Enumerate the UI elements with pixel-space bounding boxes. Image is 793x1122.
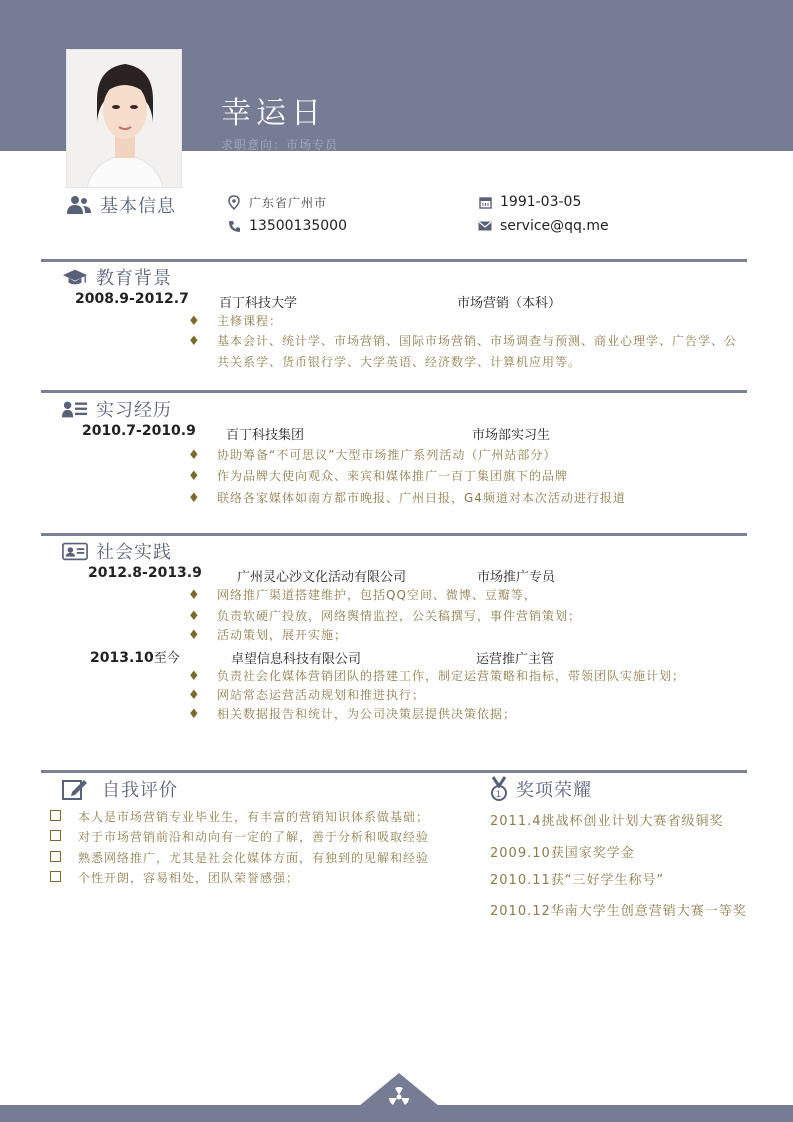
- checkbox-icon: [50, 851, 61, 862]
- diamond-bullet-icon: ♦: [188, 628, 201, 643]
- education-date: 2008.9-2012.7: [75, 291, 189, 307]
- footer-band: [0, 1105, 793, 1122]
- basic-info-label: 基本信息: [100, 196, 176, 217]
- location-pin-icon: [225, 195, 243, 210]
- svg-text:1: 1: [495, 790, 503, 800]
- email-info: [476, 218, 609, 234]
- practice-job1-date: 2013.10: [90, 650, 154, 666]
- diamond-bullet-icon: ♦: [188, 448, 201, 463]
- practice-job1-company: 卓望信息科技有限公司: [231, 652, 362, 667]
- medal-icon: [486, 778, 512, 800]
- practice-job1-role: 运营推广主管: [476, 652, 555, 667]
- checkbox-icon: [50, 810, 61, 821]
- self-eval-item-3: 个性开朗，容易相处，团队荣誉感强；: [50, 869, 460, 886]
- self-eval-item-2: 熟悉网络推广，尤其是社会化媒体方面，有独到的见解和经验: [50, 849, 460, 866]
- divider-practice: [41, 533, 747, 536]
- candidate-name: 幸运日: [221, 96, 326, 131]
- self-eval-item-0: 本人是市场营销专业毕业生，有丰富的营销知识体系做基础；: [50, 808, 460, 825]
- award-item-0: 2011.4挑战杯创业计划大赛省级铜奖: [490, 814, 724, 829]
- checkbox-icon: [50, 830, 61, 841]
- diamond-bullet-icon: ♦: [188, 669, 201, 684]
- calendar-icon: [476, 196, 494, 209]
- id-card-icon: [62, 540, 88, 562]
- practice-job1-date-wrap: [90, 647, 180, 666]
- education-label: 教育背景: [96, 268, 172, 289]
- practice-job0-bullet-1: ♦ 负责软硬广投放，网络舆情监控，公关稿撰写，事件营销策划；: [188, 606, 738, 627]
- id-list-icon: [62, 398, 88, 420]
- practice-job0-bullet-2: ♦ 活动策划，展开实施；: [188, 625, 738, 646]
- internship-label: 实习经历: [96, 400, 172, 421]
- education-bullet-1: ♦ 基本会计、统计学、市场营销、国际市场营销、市场调查与预测、商业心理学、广告学、公共关系学、货币银行学、大学英语、经济数学、计算机应用等。: [188, 331, 738, 373]
- diamond-bullet-icon: ♦: [188, 588, 201, 603]
- practice-title: [62, 538, 172, 564]
- phone-icon: [225, 220, 243, 233]
- practice-job0-company: 广州灵心沙文化活动有限公司: [237, 570, 407, 585]
- internship-bullet-2: ♦ 联络各家媒体如南方都市晚报、广州日报，G4频道对本次活动进行报道: [188, 488, 738, 509]
- practice-job1-bullet-1: ♦ 网站常态运营活动规划和推进执行；: [188, 685, 738, 706]
- practice-job1-bullet-2: ♦ 相关数据报告和统计，为公司决策层提供决策依据；: [188, 704, 738, 725]
- birth-info: [476, 194, 581, 210]
- email-value: service@qq.me: [500, 218, 609, 234]
- divider-bottom: [41, 770, 747, 773]
- basic-info-title: [66, 192, 176, 218]
- internship-bullet-0: ♦ 协助筹备“不可思议”大型市场推广系列活动（广州站部分）: [188, 445, 738, 466]
- diamond-bullet-icon: ♦: [188, 334, 201, 349]
- practice-job1-date-suffix: 至今: [153, 651, 180, 666]
- education-school: 百丁科技大学: [219, 296, 298, 311]
- practice-job0-bullet-0: ♦ 网络推广渠道搭建维护，包括QQ空间、微博、豆瓣等，: [188, 585, 738, 606]
- award-item-2: 2010.11获“三好学生称号”: [490, 873, 665, 888]
- avatar-portrait: [67, 50, 182, 188]
- self-eval-label: 自我评价: [102, 780, 178, 801]
- practice-job0-date: 2012.8-2013.9: [88, 565, 202, 581]
- award-item-1: 2009.10获国家奖学金: [490, 846, 635, 861]
- internship-company: 百丁科技集团: [226, 428, 305, 443]
- education-major: 市场营销（本科）: [457, 296, 562, 311]
- phone-value: 13500135000: [249, 218, 347, 234]
- edit-icon: [62, 778, 88, 800]
- internship-bullet-1: ♦ 作为品牌大使向观众、来宾和媒体推广一百丁集团旗下的品牌: [188, 466, 738, 487]
- education-bullet-0: ♦ 主修课程：: [188, 311, 738, 332]
- checkbox-icon: [50, 871, 61, 882]
- award-item-3: 2010.12华南大学生创意营销大赛一等奖: [490, 904, 747, 919]
- diamond-bullet-icon: ♦: [188, 707, 201, 722]
- practice-label: 社会实践: [96, 542, 172, 563]
- divider-education: [41, 259, 747, 262]
- internship-role: 市场部实习生: [472, 428, 551, 443]
- diamond-bullet-icon: ♦: [188, 609, 201, 624]
- diamond-bullet-icon: ♦: [188, 469, 201, 484]
- location-value: 广东省广州市: [249, 196, 328, 210]
- internship-date: 2010.7-2010.9: [82, 423, 196, 439]
- practice-job1-bullet-0: ♦ 负责社会化媒体营销团队的搭建工作，制定运营策略和指标，带领团队实施计划；: [188, 666, 738, 687]
- radiation-icon: [384, 1083, 414, 1107]
- diamond-bullet-icon: ♦: [188, 491, 201, 506]
- divider-internship: [41, 390, 747, 393]
- awards-label: 奖项荣耀: [516, 780, 592, 801]
- profile-photo: [66, 49, 182, 188]
- birth-value: 1991-03-05: [500, 194, 582, 210]
- phone-info: [225, 218, 347, 234]
- self-eval-title: [62, 776, 178, 802]
- users-icon: [66, 194, 92, 216]
- education-title: [62, 264, 172, 290]
- job-intent: 求职意向：市场专员: [221, 138, 339, 152]
- diamond-bullet-icon: ♦: [188, 314, 201, 329]
- practice-job0-role: 市场推广专员: [477, 570, 556, 585]
- awards-title: [486, 776, 592, 802]
- diamond-bullet-icon: ♦: [188, 688, 201, 703]
- self-eval-item-1: 对于市场营销前沿和动向有一定的了解，善于分析和吸取经验: [50, 828, 460, 845]
- location-info: [225, 194, 327, 211]
- graduation-cap-icon: [62, 266, 88, 288]
- internship-title: [62, 396, 172, 422]
- mail-icon: [476, 221, 494, 231]
